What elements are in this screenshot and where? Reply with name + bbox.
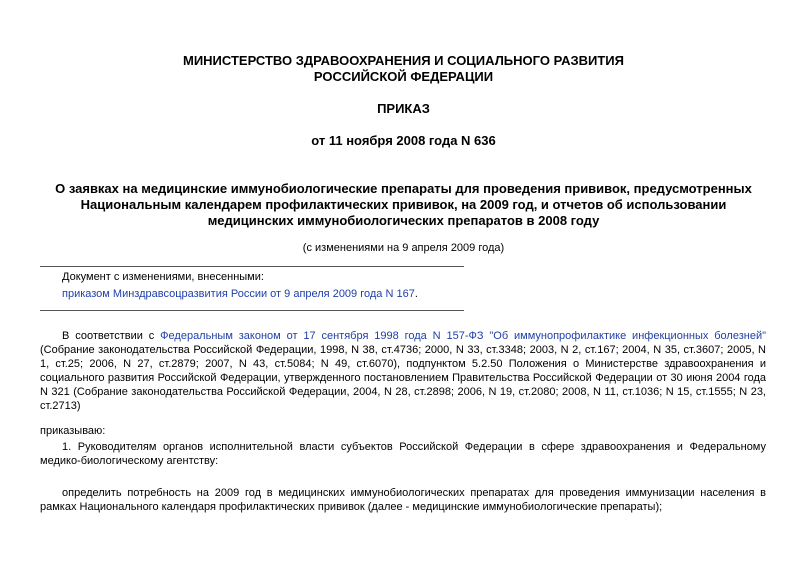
preamble-prefix: В соответствии с — [62, 330, 161, 342]
changes-box-entry — [62, 287, 418, 301]
document-date-number: от 11 ноября 2008 года N 636 — [311, 133, 496, 148]
preamble-paragraph — [40, 329, 766, 413]
changes-box-top-rule — [40, 266, 464, 267]
document-title-line2: Национальным календарем профилактических прививок, на 2009 год, и отчетов об использовании — [80, 197, 727, 212]
document-title-line1: О заявках на медицинские иммунобиологические препараты для проведения прививок, предусмотренных — [55, 181, 752, 196]
federal-law-link[interactable]: Федеральным законом от 17 сентября 1998 года N 157-ФЗ "Об иммунопрофилактике инфекционных болезней" — [160, 330, 767, 342]
ministry-name-line2: РОССИЙСКОЙ ФЕДЕРАЦИИ — [313, 69, 494, 84]
amending-order-link[interactable]: приказом Минздравсоцразвития России от 9 апреля 2009 года N 167 — [62, 288, 415, 300]
ministry-name-line1: МИНИСТЕРСТВО ЗДРАВООХРАНЕНИЯ И СОЦИАЛЬНОГО РАЗВИТИЯ — [183, 53, 624, 68]
amendments-note: (с изменениями на 9 апреля 2009 года) — [302, 242, 505, 254]
document-title-line3: медицинских иммунобиологических препаратов в 2008 году — [207, 213, 600, 228]
preamble-rest: (Собрание законодательства Российской Федерации, 1998, N 38, ст.4736; 2000, N 33, ст.3348; 2003, N 2, ст.167; 2004, N 35, ст.3607; 2005, N 1, ст.25; 2006, N 27, ст.2879; 2007, N 43, ст.5084; N 49, ст.6070), подпунктом 5.2.50 Положения о Министерстве здравоохранения и социального развития Российской Федерации, утвержденного постановлением Правительства Российской Федерации от 30 июня 2004 года N 321 (Собрание законодательства Российской Федерации, 2004, N 28, ст.2898; 2006, N 19, ст.2080; 2008, N 11, ст.1036; N 15, ст.1555; N 23, ст.2713) — [40, 344, 766, 412]
item-1-paragraph: 1. Руководителям органов исполнительной власти субъектов Российской Федерации в сфере здравоохранения и Федеральному медико-биологическому агентству: — [40, 441, 766, 467]
order-word: приказываю: — [40, 425, 106, 437]
item-1-sub-paragraph: определить потребность на 2009 год в медицинских иммунобиологических препаратах для проведения иммунизации населения в рамках Национального календаря профилактических прививок (далее - медицинские иммунобиологические препараты); — [40, 487, 766, 513]
amending-order-link-suffix: . — [414, 288, 418, 300]
document-type: ПРИКАЗ — [377, 101, 430, 116]
changes-box-bottom-rule — [40, 310, 464, 311]
changes-box-label: Документ с изменениями, внесенными: — [62, 271, 264, 283]
